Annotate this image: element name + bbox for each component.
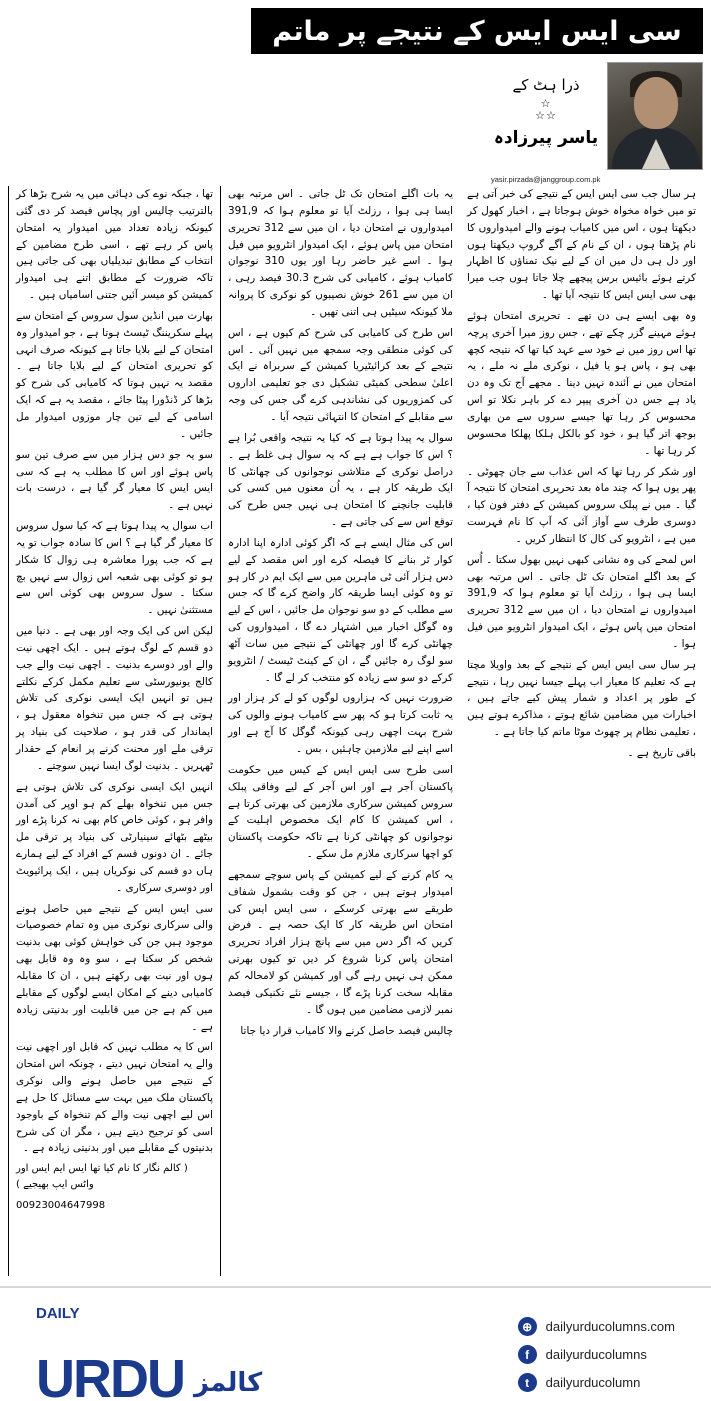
paragraph: سوال یہ پیدا ہوتا ہے کہ کیا یہ نتیجہ واقعی بُرا ہے ؟ اس کا جواب ہے ہے کہ یہ سوال ہی غلط ہے ۔ دراصل نوکری کے متلاشی نوجوانوں کی چھانٹی کا ایک طریقہ کار ہے ، یہ اُن معنوں میں کسی کی قابلیت جانچنے کا امتحان ہی نہیں جس طرح کی توقع اس سے کی جاتی ہے ۔ <box>228 431 453 529</box>
paragraph: سی ایس ایس کے نتیجے میں حاصل ہونے والی سرکاری نوکری میں وہ تمام خصوصیات موجود ہیں جن کی خواہش کوئی بھی بدنیت شخص کر سکتا ہے ، سو وہ وہ قابل بھی ہوں اور نیت بھی رکھتے ہیں ، ان کا مقابلہ کامیابی دینے کے امکان ایسے لوگوں کے مقابلے میں کم ہے جن میں قابلیت اور بدنیتی زیادہ ہے ۔ <box>16 902 213 1033</box>
paragraph: تھا ، جبکہ نوے کی دہائی میں یہ شرح بڑھا کر بالترتیب چالیس اور پچاس فیصد کر دی گئی کیونکہ زیادہ تعداد میں امیدوار یہ امتحان پاس کر رہے تھے ، اسی طرح مضامین کے انتخاب کے مطابق تبدیلیاں بھی کی جاتی ہیں تاکہ ضرورت کے مطابق اتنے ہی امیدوار کمیشن کو میسر آئیں جتنی اسامیاں ہیں ۔ <box>16 188 213 302</box>
article-column-3 <box>460 186 703 1276</box>
contact-phone: 00923004647998 <box>16 1199 106 1211</box>
logo-daily-text: DAILY <box>36 1305 80 1322</box>
social-link-twitter[interactable] <box>518 1373 675 1392</box>
article-body <box>8 186 703 1276</box>
paragraph: اس کی مثال ایسے ہے کہ اگر کوئی ادارہ اپنا ادارہ کوار ٹر بنانے کا فیصلہ کرے اور اس مقصد کے لیے دس ہزار آئی ٹی ماہرین میں سے ایک ایم در کار ہو تو وہ کوئی ایسا طریقہ کار واضح کرے گا کہ جس سے مطلب کے دو سو نوجوان مل جائیں ، اس کے لیے وہ گوگل اخبار میں اشتہار دے گا ، امیدواروں کی چھانٹی کرے گا اور چھانٹی کے نتیجے میں سات آٹھ سو لوگ رہ جائیں گے ، ان کے کینٹ ٹیسٹ / انٹرویو کرکے دو سو سے زیادہ کو منتخب کر لے گا ۔ <box>228 536 453 684</box>
facebook-icon: f <box>518 1345 537 1364</box>
author-block <box>491 62 703 170</box>
paragraph: یہ کام کرنے کے لیے کمیشن کے پاس سوچے سمجھے امیدوار ہوتے ہیں ، جن کو وقت بشمول شفاف طریقے سے بھرتی کرسکے ، سی ایس ایس کی امتحان اس طریقہ کار کا ایک حصہ ہے ۔ فرض کریں کہ اگر دس میں سے پانچ ہزار افراد تحریری امتحان پاس کرنا شروع کر دیں تو کیوں بھرتی ممکن ہی نہیں رہے گی اور کمیشن کو لامحالہ کم مقابلہ سخت کرنا پڑے گا ، جیسے نئے تکنیکی فیصد نمبر لازمی مضامین میں ہوں گا ۔ <box>228 868 453 1016</box>
paragraph: بھارت میں انڈین سول سروس کے امتحان سے پہلے سکریننگ ٹیسٹ ہوتا ہے ، جو امیدوار وہ امتحان کے لیے بلایا جاتا ہے کیونکہ صرف انہی کو تحریری امتحان کے لیے بلایا جاتا ہے ۔ مقصد یہ نہیں ہوتا کہ کامیابی کی شرح کو بڑھا کر ڈنڈورا پیٹا جائے ، مقصد یہ ہے کہ ایک اسامی کے لیے تین چار موزوں امیدوار مل جائیں ۔ <box>16 309 213 440</box>
paragraph: سو یہ جو دس ہزار میں سے صرف تین سو پاس ہوئے اور اس کا مطلب یہ ہے کہ سی ایس ایس کا معیار گر گیا ہے ، درست بات نہیں ہے ۔ <box>16 448 213 512</box>
article-column-2 <box>220 186 460 1276</box>
author-name: یاسر پیرزادہ <box>493 128 599 149</box>
article-header-banner <box>251 8 703 54</box>
paragraph: انہیں ایک ایسی نوکری کی تلاش ہوتی ہے جس میں تنخواہ بھلے کم ہو اوپر کی آمدن وافر ہو ، کوئی خاص کام بھی نہ کرنا پڑے اور بیٹھے بٹھائے سینیارٹی کی بنیاد پر ترقی مل جائے ۔ ان دونوں قسم کے افراد کے لیے ہمارے ہاں دو قسم کی نوکریاں ہیں ، ایک پرائیویٹ اور دوسری سرکاری ۔ <box>16 780 213 894</box>
twitter-icon: t <box>518 1373 537 1392</box>
paragraph: ضرورت نہیں کہ ہزاروں لوگوں کو لے کر ہزار اور یہ ثابت کرتا ہو کہ پھر سے کامیاب ہونے والوں کی شرح بہت اچھی رہی کیونکہ گوگل کا آج ہے اور اسے اپنے لیے ملازمین چاہئیں ، بس ۔ <box>228 692 453 755</box>
author-email: yasir.pirzada@janggroup.com.pk <box>491 175 601 184</box>
column-series-label: ذرا ہٹ کے <box>512 76 580 94</box>
paragraph: اس طرح کی کامیابی کی شرح کم کیوں ہے ، اس کی کوئی منطقی وجہ سمجھ میں نہیں آئی ۔ اس نتیجے کے بعد کرائیٹیریا کمیشن کے سربراہ نے ایک اعلیٰ سطحی کمیٹی تشکیل دی جو تعلیمی اداروں کی کمزوریوں کی نشاندہی کرے گی جس کی وجہ سے مقابلے کے امتحان کا انتہائی نتیجہ آیا ۔ <box>228 326 453 423</box>
paragraph: وہ بھی ایسے ہی دن تھے ۔ تحریری امتحان ہوئے ہوئے مہینے گزر چکے تھے ، جس روز میرا آخری پرچہ تھا اس روز میں نے خود سے عہد کیا تھا کہ نتیجہ کچھ بھی ہو ، پاس ہو یا فیل ، نوکری ملے نہ ملے ، یہ امتحان میں نے آئندہ نہیں دینا ۔ مجھے آج تک وہ دن یاد ہے جس دن آخری پیپر دے کر باہر نکلا تو اس محسوس کر رہا تھا جیسے سروں سے من بھاری بوجھ اتر گیا ہو ، خود کو بالکل ہلکا پھلکا محسوس کر رہا تھا ۔ <box>467 309 696 457</box>
website-url: dailyurducolumns.com <box>545 1319 675 1335</box>
paragraph: یہ بات اگلے امتحان تک ٹل جاتی ۔ اس مرتبہ بھی ایسا ہی ہوا ، رزلٹ آیا تو معلوم ہوا کہ 391,9 امیدواروں نے امتحان دیا ، ان میں سے 312 تحریری امتحان میں پاس ہوئے ، ایک امیدوار انٹرویو میں فیل ہوا ۔ اسے غیر حاضر رہا اور یوں 310 نوجوان کامیاب ہوئے ، کامیابی کی شرح 30.3 فیصد رہی ، ان میں سے 261 خوش نصیبوں کو نوکری کا پروانہ ملا کیونکہ سیٹیں ہی اتنی تھیں ۔ <box>228 188 453 318</box>
logo-kalamz-text: کالمز <box>194 1367 263 1398</box>
author-portrait <box>607 62 703 170</box>
site-logo[interactable] <box>36 1306 262 1401</box>
paragraph: اس کا یہ مطلب نہیں کہ قابل اور اچھی نیت والے یہ امتحان نہیں دیتے ، چونکہ اس امتحان کے نتیجے میں حاصل ہونے والی نوکری پاکستان ملک میں بہت سے مسائل کا حل ہے اس لیے اچھی نیت والے کم تنخواہ کے باوجود اسی کو ترجیح دیتے ہیں ، مگر ان کی شرح بدنیتوں کے مقابلے میں اور بدنیتی زیادہ ہے ۔ <box>16 1041 213 1155</box>
decorative-stars-icon: ☆ ☆☆ <box>535 97 557 123</box>
paragraph: اس لمحے کی وہ نشانی کبھی نہیں بھول سکتا ۔ اُس کے بعد اگلے امتحان تک ٹل جاتی ۔ اس مرتبہ بھی ایسا ہی ہوا ، رزلٹ آیا تو معلوم ہوا کہ 391,9 امیدواروں نے امتحان دیا ، ان میں سے 312 تحریری امتحان میں پاس ہوئے ، ایک امیدوار انٹرویو میں فیل ہوا ۔ <box>467 553 696 650</box>
paragraph: لیکن اس کی ایک وجہ اور بھی ہے ۔ دنیا میں دو قسم کے لوگ ہوتے ہیں ۔ ایک اچھی نیت والے اور دوسرے بدنیت ۔ اچھی نیت والے جب کالج یونیورسٹی سے تعلیم مکمل کرکے نکلتے ہیں تو انہیں ایک ایسی نوکری کی تلاش ہوتی ہے کہ جس میں تنخواہ معقول ہو ، ایماندار کی قدر ہو ، صلاحیت کی بنیاد پر ترقی ملے اور محنت کرنے پر انعام کے حقدار ٹھہریں ۔ بدنیت لوگ ایسا نہیں سوچتے ۔ <box>16 625 213 772</box>
logo-urdu-text: URDU <box>36 1349 184 1401</box>
paragraph: اسی طرح سی ایس ایس کے کیس میں حکومت پاکستان آجر ہے اور اس آجر کے لیے وفاقی پبلک سروس کمیشن سرکاری ملازمین کی بھرتی کرتا ہے ، اس کمیشن کا کام ایک مخصوص اہلیت کے نوجوانوں کو چھانٹی کرنا ہے تاکہ حکومت پاکستان کو اچھا سرکاری ملازم مل سکے ۔ <box>228 763 453 861</box>
twitter-handle: dailyurducolumn <box>545 1375 641 1391</box>
paragraph: باقی تاریخ ہے ۔ <box>627 747 696 759</box>
social-link-website[interactable] <box>518 1317 675 1336</box>
paragraph: چالیس فیصد حاصل کرنے والا کامیاب قرار دیا جاتا <box>240 1024 453 1037</box>
article-column-1 <box>8 186 220 1276</box>
site-footer <box>0 1286 711 1401</box>
paragraph: اب سوال یہ پیدا ہوتا ہے کہ کیا سول سروس کا معیار گر گیا ہے ؟ اس کا سادہ جواب تو یہ ہے کہ جب پورا معاشرہ ہی زوال کا شکار ہو تو کوئی بھی شعبہ اس زوال سے نہیں بچ سکتا ۔ سول سروس بھی کوئی اس سے مستثنیٰ نہیں ۔ <box>16 520 213 617</box>
author-signature: ( کالم نگار کا نام کیا تھا ایس ایم ایس اور واٹس ایپ بھیجیے ) <box>16 1163 188 1191</box>
facebook-handle: dailyurducolumns <box>545 1347 647 1363</box>
social-link-facebook[interactable] <box>518 1345 675 1364</box>
paragraph: ہر سال جب سی ایس ایس کے نتیجے کی خبر آتی ہے تو میں خواہ مخواہ خوش ہوجاتا ہے ، اخبار کھول کر دیکھتا ہوں ، اس میں کامیاب ہونے والے امیدواروں کا نام پڑھتا ہوں ، ان کے نام کے آگے گروپ دیکھتا ہوں اور دل ہی دل میں ان کے لیے نیک تمناؤں کا اظہار کرتے ہوئے بائیس برس پیچھے چلا جاتا ہوں جب میرا بھی سی ایس ایس کا نتیجہ آیا تھا ۔ <box>467 188 696 302</box>
article-title: سی ایس ایس کے نتیجے پر ماتم <box>272 15 682 47</box>
globe-icon: ⊕ <box>518 1317 537 1336</box>
paragraph: اور شکر کر رہا تھا کہ اس عذاب سے جان چھوٹی ۔ پھر یوں ہوا کہ چند ماہ بعد تحریری امتحان کا نتیجہ آ گیا ۔ میں نے پبلک سروس کمیشن کے دفتر فون کیا ، دوسری طرف سے آواز آئی کہ آپ کا نام فہرست میں ہے ، انٹرویو کی کال کا انتظار کریں ۔ <box>467 465 696 545</box>
paragraph: ہر سال سی ایس ایس کے نتیجے کے بعد واویلا مچتا ہے کہ تعلیم کا معیار اب پہلے جیسا نہیں رہا ، نتیجے کے طور پر اعداد و شمار پیش کیے جاتے ہیں ، اخبارات میں مضامین شائع ہوتے ، مذاکرے ہوتے ہیں ، تعلیمی نظام پر چھوٹ موٹا ماتم کیا جاتا ہے ۔ <box>467 658 696 739</box>
author-meta <box>491 62 601 148</box>
social-links <box>518 1317 675 1392</box>
